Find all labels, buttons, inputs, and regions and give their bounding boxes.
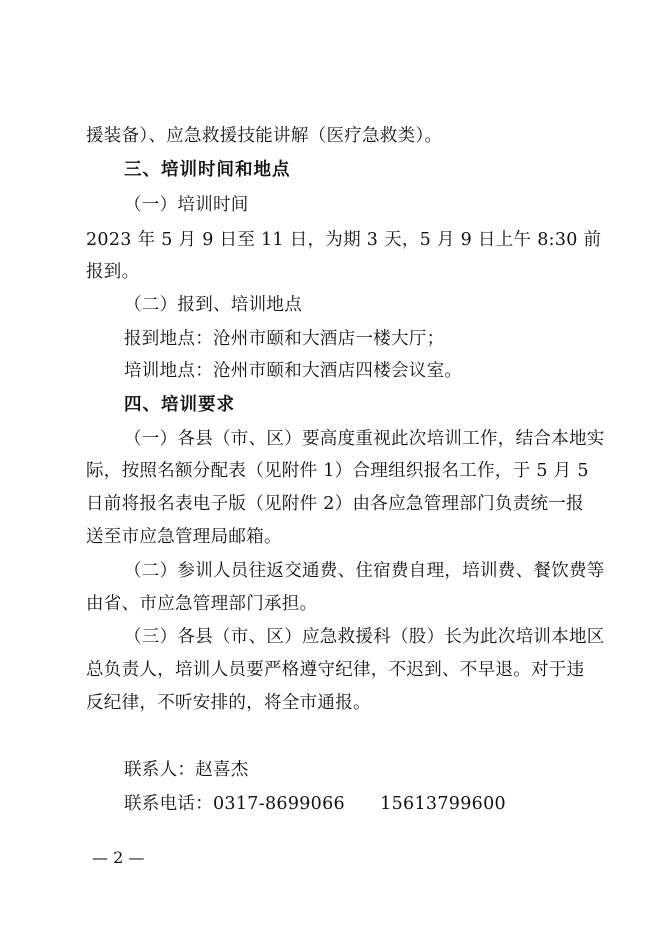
requirement-1-line-1: （一）各县（市、区）要高度重视此次培训工作，结合本地实 — [124, 429, 605, 449]
subheading-report-training-place: （二）报到、培训地点 — [124, 295, 302, 315]
requirement-1-line-3: 日前将报名表电子版（见附件 2）由各应急管理部门负责统一报 — [86, 494, 584, 514]
requirement-3-line-3: 反纪律，不听安排的，将全市通报。 — [86, 693, 371, 713]
requirement-2-line-2: 由省、市应急管理部门承担。 — [86, 594, 318, 614]
training-time-line-1: 2023 年 5 月 9 日至 11 日，为期 3 天，5 月 9 日上午 8:30 前 — [86, 230, 602, 250]
section-heading-time-place: 三、培训时间和地点 — [124, 160, 291, 180]
subheading-training-time: （一）培训时间 — [124, 195, 249, 215]
contact-phone: 联系电话：0317-8699066 15613799600 — [124, 794, 506, 814]
requirement-1-line-4: 送至市应急管理局邮箱。 — [86, 527, 282, 547]
requirement-3-line-1: （三）各县（市、区）应急救援科（股）长为此次培训本地区 — [124, 627, 605, 647]
requirement-3-line-2: 总负责人，培训人员要严格遵守纪律，不迟到、不早退。对于违 — [86, 660, 585, 680]
section-heading-requirements: 四、培训要求 — [124, 395, 235, 415]
training-place: 培训地点：沧州市颐和大酒店四楼会议室。 — [124, 361, 463, 381]
report-place: 报到地点：沧州市颐和大酒店一楼大厅； — [124, 329, 445, 349]
requirement-1-line-2: 际，按照名额分配表（见附件 1）合理组织报名工作，于 5 月 5 — [86, 461, 589, 481]
training-time-line-2: 报到。 — [86, 262, 140, 282]
paragraph-continuation: 援装备）、应急救援技能讲解（医疗急救类）。 — [86, 126, 443, 146]
requirement-2-line-1: （二）参训人员往返交通费、住宿费自理，培训费、餐饮费等 — [124, 561, 605, 581]
page-number: — 2 — — [92, 848, 145, 867]
contact-person: 联系人：赵喜杰 — [124, 760, 249, 780]
